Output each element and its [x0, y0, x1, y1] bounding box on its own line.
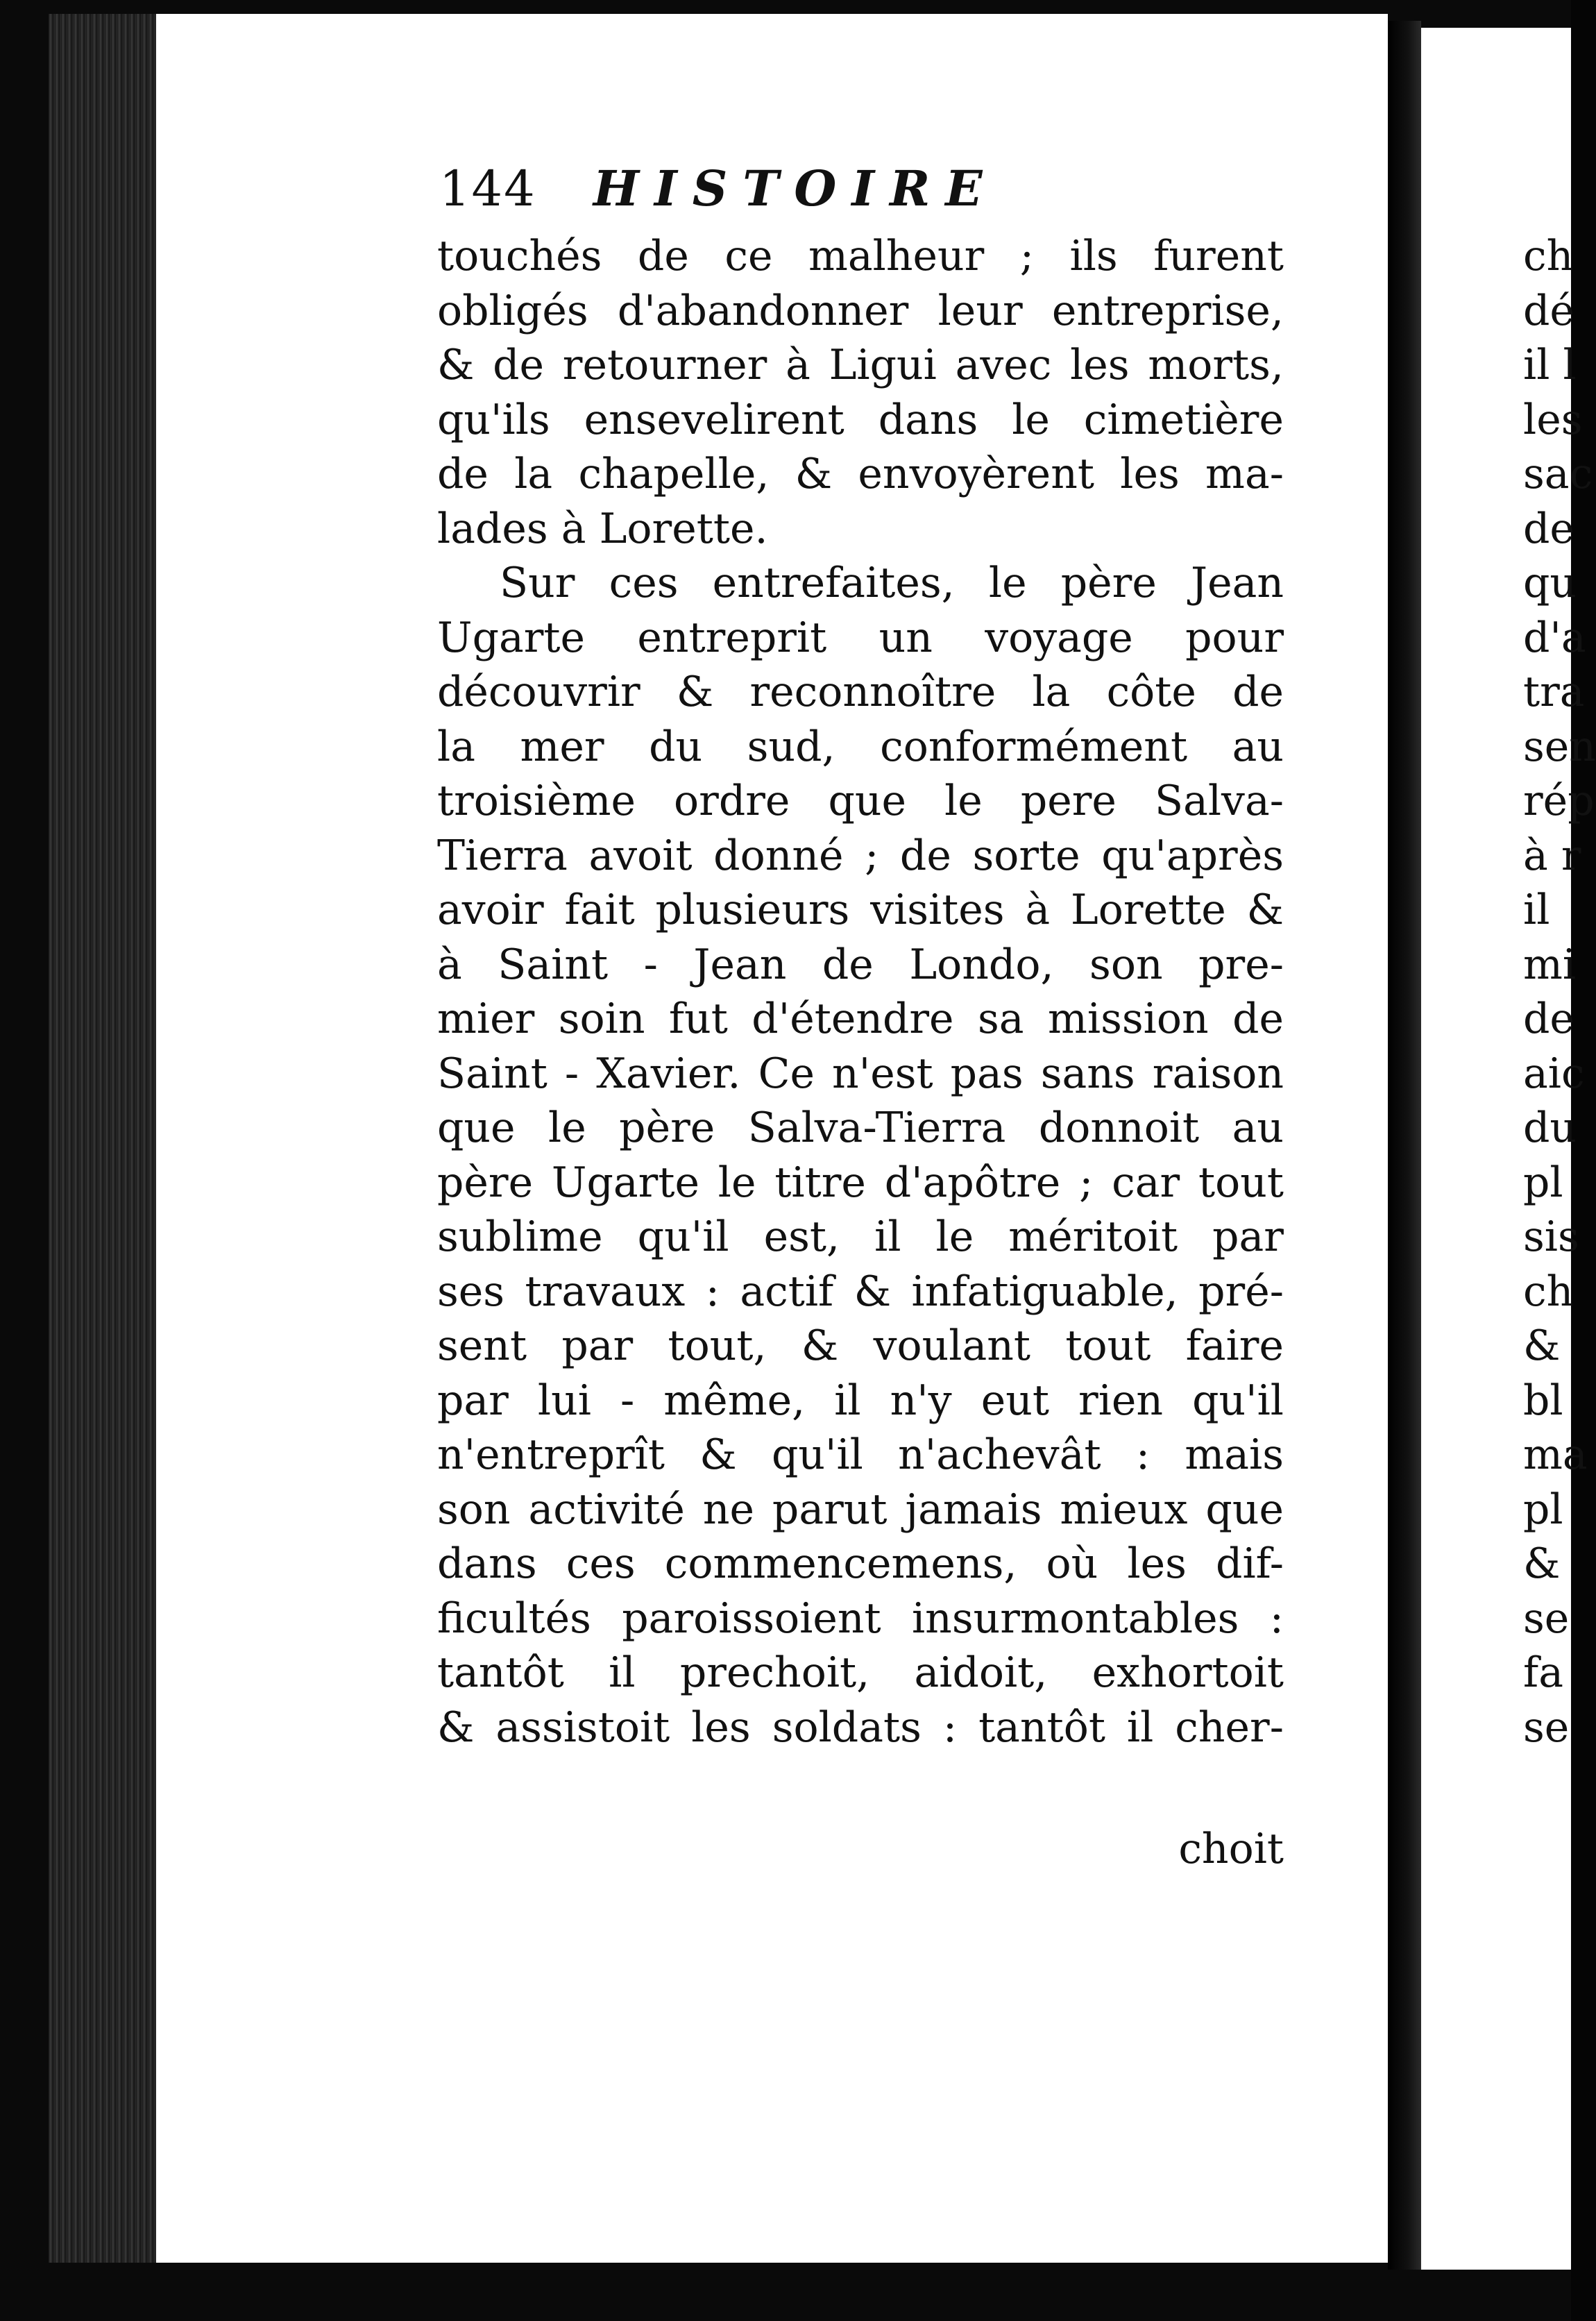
facing-line: fa	[1523, 1648, 1563, 1697]
facing-line: de	[1523, 504, 1574, 553]
facing-line: sac	[1523, 450, 1593, 498]
text-line: dans ces commencemens, où les dif-	[437, 1539, 1284, 1588]
text-line: Tierra avoit donné ; de sorte qu'après	[437, 831, 1284, 880]
facing-line: il l	[1523, 341, 1577, 389]
text-line: obligés d'abandonner leur entreprise,	[437, 286, 1284, 335]
facing-line: mi	[1523, 940, 1577, 989]
book-edge	[49, 14, 167, 2263]
facing-line: &	[1523, 1322, 1561, 1370]
facing-line: à r	[1523, 831, 1581, 880]
facing-line: d'a	[1523, 613, 1586, 662]
facing-line: bl	[1523, 1376, 1563, 1425]
text-line: ficultés paroissoient insurmontables :	[437, 1594, 1284, 1643]
facing-line: tra	[1523, 668, 1585, 716]
body-text	[437, 229, 1284, 1755]
text-line: sent par tout, & voulant tout faire	[437, 1322, 1284, 1370]
facing-line: ch	[1523, 232, 1574, 280]
book-gutter	[1388, 21, 1421, 2270]
facing-line: rép	[1523, 777, 1595, 825]
facing-line: aic	[1523, 1049, 1585, 1098]
facing-line: sen	[1523, 722, 1596, 771]
facing-line: pl	[1523, 1158, 1563, 1207]
text-line: Saint - Xavier. Ce n'est pas sans raison	[437, 1049, 1284, 1098]
facing-line: de	[1523, 995, 1574, 1043]
text-line: de la chapelle, & envoyèrent les ma-	[437, 450, 1284, 498]
text-line: par lui - même, il n'y eut rien qu'il	[437, 1376, 1284, 1425]
text-line: Ugarte entreprit un voyage pour	[437, 613, 1284, 662]
facing-line: se	[1523, 1594, 1570, 1643]
text-line: découvrir & reconnoître la côte de	[437, 668, 1284, 716]
text-line: touchés de ce malheur ; ils furent	[437, 232, 1284, 280]
facing-line: ma	[1523, 1430, 1588, 1479]
facing-line: du	[1523, 1104, 1577, 1152]
running-head-title: HISTOIRE	[593, 160, 998, 217]
text-line: n'entreprît & qu'il n'achevât : mais	[437, 1430, 1284, 1479]
facing-line: pl	[1523, 1485, 1563, 1534]
text-line: tantôt il prechoit, aidoit, exhortoit	[437, 1648, 1284, 1697]
text-line: sublime qu'il est, il le méritoit par	[437, 1213, 1284, 1261]
facing-line: dé	[1523, 286, 1574, 335]
facing-line: sis	[1523, 1213, 1579, 1261]
facing-line: les	[1523, 395, 1583, 444]
text-line: & assistoit les soldats : tantôt il cher-	[437, 1703, 1284, 1752]
facing-line: ch	[1523, 1267, 1574, 1316]
text-line: son activité ne parut jamais mieux que	[437, 1485, 1284, 1534]
running-head	[439, 160, 1272, 222]
page-number: 144	[439, 160, 536, 217]
facing-line: se	[1523, 1703, 1570, 1752]
text-line: & de retourner à Ligui avec les morts,	[437, 341, 1284, 389]
text-line: troisième ordre que le pere Salva-	[437, 777, 1284, 825]
text-line: que le père Salva-Tierra donnoit au	[437, 1104, 1284, 1152]
facing-line: qu	[1523, 559, 1577, 607]
text-line: mier soin fut d'étendre sa mission de	[437, 995, 1284, 1043]
text-line: la mer du sud, conformément au	[437, 722, 1284, 771]
text-line: qu'ils ensevelirent dans le cimetière	[437, 395, 1284, 444]
catchword: choit	[1178, 1825, 1284, 1873]
text-line: à Saint - Jean de Londo, son pre-	[437, 940, 1284, 989]
text-line: père Ugarte le titre d'apôtre ; car tout	[437, 1158, 1284, 1207]
text-line: lades à Lorette.	[437, 504, 768, 553]
facing-line: il	[1523, 886, 1550, 934]
facing-page-text	[1523, 208, 1596, 1874]
text-line: avoir fait plusieurs visites à Lorette &	[437, 886, 1284, 934]
text-line: Sur ces entrefaites, le père Jean	[500, 559, 1284, 607]
facing-line: &	[1523, 1539, 1561, 1588]
text-line: ses travaux : actif & infatiguable, pré-	[437, 1267, 1284, 1316]
